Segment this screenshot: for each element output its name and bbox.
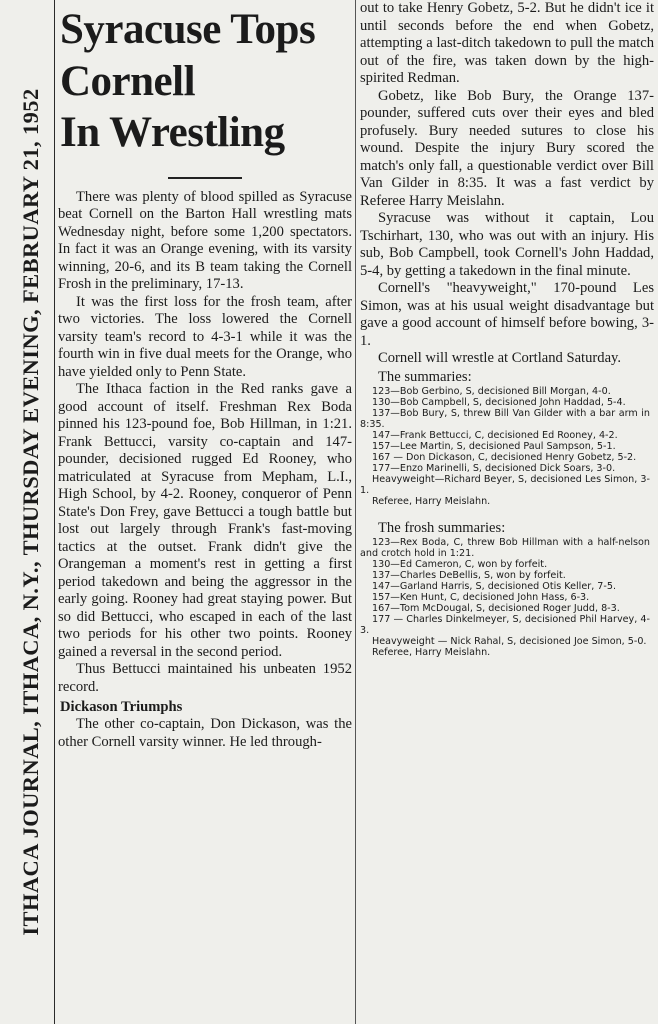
article-paragraph: Thus Bettucci maintained his unbeaten 1952 record. <box>58 661 352 695</box>
article-paragraph: Gobetz, like Bob Bury, the Orange 137-pounder, suffered cuts over their eyes and bled profusely. Bury needed sutures to close his wound. Despite the injury Bury scored the match's only fall, a questionable verdict over Bill Van Gilder in 8:35. It was a fast verdict by Referee Harry Meislahn. <box>360 87 654 209</box>
summary-item: 123—Bob Gerbino, S, decisioned Bill Morgan, 4-0. <box>372 385 611 397</box>
frosh-summary-item: 177 — Charles Dinkelmeyer, S, decisioned Phil Harvey, 4-3. <box>360 613 650 636</box>
frosh-summary-item: 123—Rex Boda, C, threw Bob Hillman with a half-nelson and crotch hold in 1:21. <box>360 536 650 559</box>
frosh-summary-item: 157—Ken Hunt, C, decisioned John Hass, 6-3. <box>372 591 590 603</box>
summary-item: 137—Bob Bury, S, threw Bill Van Gilder with a bar arm in 8:35. <box>360 407 650 430</box>
article-paragraph: Cornell's "heavyweight," 170-pound Les Simon, was at his usual weight disadvantage but gave a good account of himself before bowing, 3-1. <box>360 280 654 349</box>
frosh-summary-item: Heavyweight — Nick Rahal, S, decisioned Joe Simon, 5-0. <box>372 635 647 647</box>
article-paragraph: out to take Henry Gobetz, 5-2. But he didn't ice it until seconds before the end when Gobetz, attempting a last-ditch takedown to pull the match out of the fire, was taken down by the high-spirited Redman. <box>360 0 654 86</box>
article-paragraph: It was the first loss for the frosh team, after two victories. The loss lowered the Cornell varsity team's record to 4-3-1 while it was the fourth win in five dual meets for the Orange, who have yielded only to Penn State. <box>58 293 352 380</box>
frosh-summary-item: 130—Ed Cameron, C, won by forfeit. <box>372 558 548 570</box>
article-paragraph: Cornell will wrestle at Cortland Saturday. <box>378 350 622 366</box>
article-paragraph: Syracuse was without it captain, Lou Tschirhart, 130, who was out with an injury. His sub, Bob Campbell, took Cornell's John Haddad, 5-4, by getting a takedown in the final minute. <box>360 210 654 279</box>
summaries-list <box>360 386 654 507</box>
headline-line: Cornell <box>60 57 196 105</box>
column-2 <box>360 0 654 1024</box>
subheading: Dickason Triumphs <box>60 699 183 716</box>
dateline: ITHACA JOURNAL, ITHACA, N.Y., THURSDAY EVENING, FEBRUARY 21, 1952 <box>18 88 43 936</box>
article-paragraph: The Ithaca faction in the Red ranks gave a good account of itself. Freshman Rex Boda pinned his 123-pound foe, Bob Hillman, in 1:21. Frank Bettucci, varsity co-captain and 147-pounder, decisioned rugged Ed Rooney, who matriculated at Syracuse from Mepham, L.I., High School, by 4-2. Rooney, conqueror of Penn State's Don Frey, gave Bettucci a tough battle but lost out largely through Frank's fast-moving tactics at the outset. Frank didn't give the Orangeman a moment's rest in getting a first period takedown and being the aggressor in the early going. Rooney had great staying power. But so did Bettucci, who escaped in each of the last two periods for his other two points. Rooney gained a reversal in the second period. <box>58 381 352 660</box>
frosh-summary-item: Referee, Harry Meislahn. <box>372 646 491 658</box>
column-rule <box>355 0 356 1024</box>
article-paragraph: The other co-captain, Don Dickason, was the other Cornell varsity winner. He led through- <box>58 716 352 750</box>
dateline-strip <box>0 0 55 1024</box>
summary-item: Heavyweight—Richard Beyer, S, decisioned Les Simon, 3-1. <box>360 473 650 496</box>
summary-item: 147—Frank Bettucci, C, decisioned Ed Rooney, 4-2. <box>372 429 618 441</box>
headline <box>60 4 352 159</box>
summaries-heading: The summaries: <box>378 368 472 385</box>
summary-item: 130—Bob Campbell, S, decisioned John Haddad, 5-4. <box>372 396 626 408</box>
frosh-summary-item: 137—Charles DeBellis, S, won by forfeit. <box>372 569 566 581</box>
headline-line: Syracuse Tops <box>60 6 316 53</box>
frosh-summaries-list <box>360 537 654 658</box>
column-1 <box>58 0 352 1024</box>
headline-line: In Wrestling <box>60 109 285 157</box>
frosh-summary-item: 147—Garland Harris, S, decisioned Otis Keller, 7-5. <box>372 580 617 592</box>
summary-item: 157—Lee Martin, S, decisioned Paul Sampson, 5-1. <box>372 440 616 452</box>
frosh-summaries-heading: The frosh summaries: <box>378 519 506 536</box>
summary-item: 177—Enzo Marinelli, S, decisioned Dick Soars, 3-0. <box>372 462 616 474</box>
section-gap <box>360 507 654 519</box>
article-paragraph: There was plenty of blood spilled as Syracuse beat Cornell on the Barton Hall wrestling mats Wednesday night, before some 1,200 spectators. In fact it was an Orange evening, with its varsity winning, 20-6, and its B team taking the Cornell Frosh in the preliminary, 17-13. <box>58 188 352 293</box>
frosh-summary-item: 167—Tom McDougal, S, decisioned Roger Judd, 8-3. <box>372 602 620 614</box>
summary-item: 167 — Don Dickason, C, decisioned Henry Gobetz, 5-2. <box>372 451 637 463</box>
summary-item: Referee, Harry Meislahn. <box>372 495 491 507</box>
headline-rule <box>168 177 242 179</box>
